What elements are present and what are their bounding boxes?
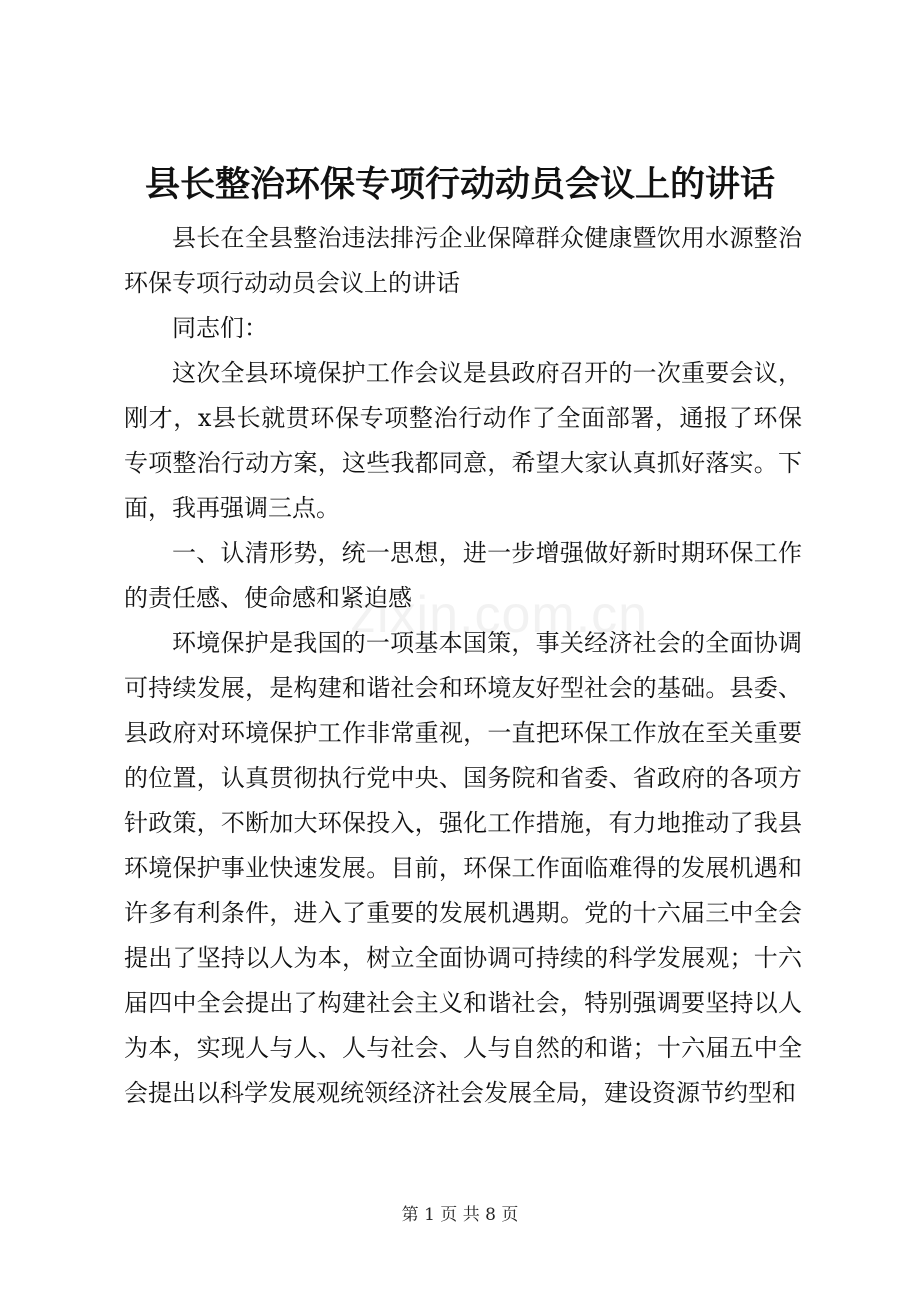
document-title: 县长整治环保专项行动动员会议上的讲话	[144, 164, 775, 205]
paragraph-intro: 这次全县环境保护工作会议是县政府召开的一次重要会议，刚才，x县长就贯环保专项整治行动作了全面部署，通报了环保专项整治行动方案，这些我都同意，希望大家认真抓好落实。下面，我再强调三点。	[124, 359, 802, 522]
paragraph-section-heading: 一、认清形势，统一思想，进一步增强做好新时期环保工作的责任感、使命感和紧迫感	[124, 539, 802, 612]
paragraph-body: 环境保护是我国的一项基本国策，事关经济社会的全面协调可持续发展，是构建和谐社会和环境友好型社会的基础。县委、县政府对环境保护工作非常重视，一直把环保工作放在至关重要的位置，认真贯彻执行党中央、国务院和省委、省政府的各项方针政策，不断加大环保投入，强化工作措施，有力地推动了我县环境保护事业快速发展。目前，环保工作面临难得的发展机遇和许多有利条件，进入了重要的发展机遇期。党的十六届三中全会提出了坚持以人为本，树立全面协调可持续的科学发展观；十六届四中全会提出了构建社会主义和谐社会，特别强调要坚持以人为本，实现人与人、人与社会、人与自然的和谐；十六届五中全会提出以科学发展观统领经济社会发展全局，建设资源节约型和	[124, 629, 802, 1107]
paragraph-salutation: 同志们：	[172, 314, 268, 342]
page-footer: 第 1 页 共 8 页	[401, 1205, 519, 1225]
watermark: zixin.com.cn	[350, 586, 649, 644]
paragraph-subtitle: 县长在全县整治违法排污企业保障群众健康暨饮用水源整治环保专项行动动员会议上的讲话	[124, 224, 802, 297]
document-body	[124, 216, 802, 1116]
